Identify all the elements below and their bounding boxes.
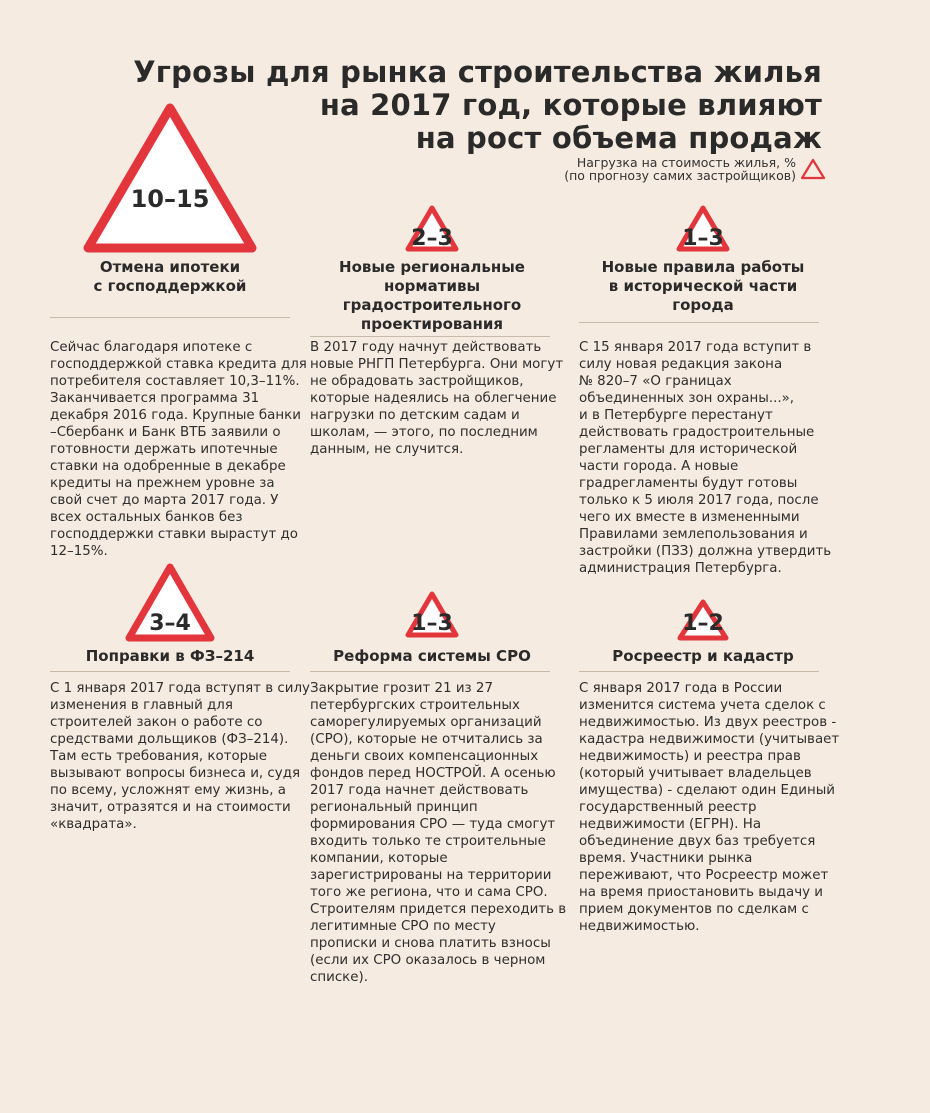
text-line: части города. А новые [579,459,739,474]
text-line: формирования СРО — туда смогут [310,817,556,832]
text-line: объединение двух баз требуется [579,834,816,849]
text-line: которые надеялись на облегчение [310,391,557,406]
legend [564,156,796,182]
text-line: Строителям придется переходить в [310,902,567,917]
threat-heading [60,647,280,666]
text-line: вызывают вопросы бизнеса и, судя [50,766,301,781]
text-line: легитимные СРО по месту [310,919,496,934]
text-line: школам, — этого, по последним [310,425,538,440]
threat-heading [588,647,818,666]
text-line: только к 5 июля 2017 года, после [579,493,819,508]
text-line: свой счет до марта 2017 года. У [50,493,279,508]
threat-heading [320,647,544,666]
heading-line: градостроительного [342,296,522,314]
warning-triangle-icon [82,100,258,256]
divider [50,671,290,672]
threat-heading [320,258,544,334]
text-line: того же региона, что и сама СРО. [310,885,548,900]
text-line: недвижимостью. Из двух реестров - [579,715,837,730]
divider [310,671,550,672]
heading-line: в исторической части [608,277,798,295]
text-line: петербургских строительных [310,698,520,713]
text-line: Заканчивается программа 31 [50,391,260,406]
text-line: С 1 января 2017 года вступят в силу [50,681,310,696]
text-line: объединенных зон охраны...», [579,391,795,406]
text-line: значит, отразятся и на стоимости [50,800,291,815]
heading-line: Росреестр и кадастр [612,647,794,665]
threat-value: 3–4 [149,611,191,636]
text-line: деньги своих компенсационных [310,749,539,764]
legend-line: Нагрузка на стоимость жилья, % [576,155,796,170]
text-line: средствами дольщиков (ФЗ–214). [50,732,289,747]
title-line: Угрозы для рынка строительства жилья [133,55,822,89]
threat-value: 10–15 [130,185,210,213]
text-line: переживают, что Росреестр может [579,868,829,883]
text-line: Правилами землепользования и [579,527,808,542]
divider [579,671,819,672]
text-line: (если их СРО оказалось в черном [310,953,546,968]
text-line: градрегламенты будут готовы [579,476,798,491]
text-line: не обрадовать застройщиков, [310,374,524,389]
text-line: компании, которые [310,851,448,866]
text-line: господдержки ставки вырастут до [50,527,298,542]
heading-line: Реформа системы СРО [333,647,531,665]
heading-line: Поправки в ФЗ–214 [85,647,255,665]
threat-value: 1–3 [411,611,453,636]
threat-heading [60,258,280,296]
text-line: господдержкой ставка кредита для [50,357,307,372]
text-line: кадастра недвижимости (учитывает [579,732,840,747]
text-line: застройки (ПЗЗ) должна утвердить [579,544,832,559]
text-line: –Сбербанк и Банк ВТБ заявили о [50,425,281,440]
threat-value: 2–3 [411,226,453,251]
heading-line: Новые региональные [339,258,525,276]
text-line: государственный реестр [579,800,757,815]
text-line: саморегулируемых организаций [310,715,542,730]
text-line: 12–15%. [50,544,108,559]
text-line: и в Петербурге перестанут [579,408,773,423]
threat-description [310,339,563,458]
heading-line: проектирования [360,315,504,333]
heading-line: нормативы [383,277,481,295]
text-line: недвижимости (ЕГРН). На [579,817,762,832]
divider [50,317,290,318]
threat-value: 1–2 [682,611,724,636]
text-line: прием документов по сделкам с [579,902,809,917]
text-line: С 15 января 2017 года вступит в [579,340,812,355]
divider [310,336,550,337]
text-line: по всему, усложнят ему жизнь, а [50,783,286,798]
text-line: (СРО), которые не отчитались за [310,732,543,747]
text-line: администрация Петербурга. [579,561,782,576]
threat-description [50,339,307,560]
threat-description [579,339,831,577]
text-line: силу новая редакция закона [579,357,783,372]
text-line: фондов перед НОСТРОЙ. А осенью [310,766,556,781]
text-line: региональный принцип [310,800,478,815]
text-line: имущества) - сделают один Единый [579,783,835,798]
divider [579,322,819,323]
text-line: В 2017 году начнут действовать [310,340,542,355]
threat-description [50,680,310,833]
heading-line: города [672,296,734,314]
text-line: нагрузки по детским садам и [310,408,520,423]
text-line: действовать градостроительные [579,425,815,440]
text-line: Там есть требования, которые [50,749,267,764]
legend-line: (по прогнозу самих застройщиков) [564,168,796,183]
text-line: потребителя составляет 10,3–11%. [50,374,300,389]
threat-description [310,680,566,986]
text-line: списке). [310,970,368,985]
threat-description [579,680,839,935]
heading-line: Отмена ипотеки [99,258,241,276]
text-line: «квадрата». [50,817,137,832]
threat-heading [588,258,818,315]
text-line: строителей закон о работе со [50,715,263,730]
text-line: недвижимость) и реестра прав [579,749,801,764]
text-line: декабря 2016 года. Крупные банки [50,408,301,423]
heading-line: Новые правила работы [601,258,805,276]
text-line: данным, не случится. [310,442,464,457]
text-line: изменения в главный для [50,698,233,713]
text-line: № 820–7 «О границах [579,374,732,389]
text-line: недвижимостью. [579,919,700,934]
text-line: готовности держать ипотечные [50,442,278,457]
title-line: на 2017 год, которые влияют [319,88,822,122]
text-line: Закрытие грозит 21 из 27 [310,681,493,696]
text-line: входить только те строительные [310,834,546,849]
text-line: чего их вместе в измененными [579,510,800,525]
text-line: всех остальных банков без [50,510,243,525]
threat-value: 1–3 [682,226,724,251]
text-line: регламенты для исторической [579,442,798,457]
title-line: на рост объема продаж [415,121,822,155]
text-line: новые РНГП Петербурга. Они могут [310,357,564,372]
text-line: прописки и снова платить взносы [310,936,551,951]
warning-triangle-icon [800,158,826,180]
text-line: ставки на одобренные в декабре [50,459,286,474]
text-line: 2017 года начнет действовать [310,783,529,798]
text-line: (который учитывает владельцев [579,766,812,781]
text-line: кредиты на прежнем уровне за [50,476,275,491]
heading-line: с господдержкой [93,277,247,295]
text-line: зарегистрированы на территории [310,868,552,883]
text-line: изменится система учета сделок с [579,698,826,713]
text-line: Сейчас благодаря ипотеке с [50,340,253,355]
text-line: на время приостановить выдачу и [579,885,823,900]
text-line: С января 2017 года в России [579,681,783,696]
text-line: время. Участники рынка [579,851,753,866]
